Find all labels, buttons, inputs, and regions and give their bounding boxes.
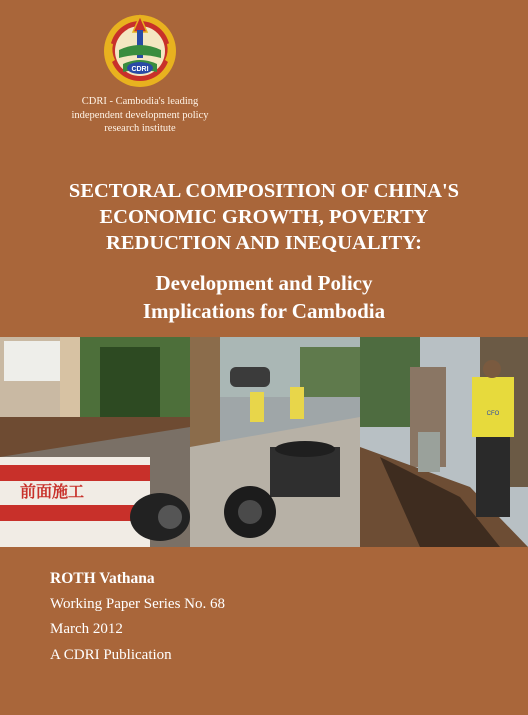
publication-date: March 2012 <box>50 621 123 637</box>
tagline-line: research institute <box>104 123 176 134</box>
publication-info <box>50 566 225 668</box>
vest-text: CFO <box>486 411 500 417</box>
title-line: ECONOMIC GROWTH, POVERTY <box>99 206 429 228</box>
series-number: Working Paper Series No. 68 <box>50 595 226 612</box>
publisher: A CDRI Publication <box>50 646 172 663</box>
construction-photo-band <box>0 337 528 547</box>
author-name: ROTH Vathana <box>50 570 155 587</box>
institute-tagline <box>54 95 226 136</box>
title-line: REDUCTION AND INEQUALITY: <box>106 232 422 254</box>
sign-text: 前面施工 <box>20 482 85 501</box>
title-line: SECTORAL COMPOSITION OF CHINA'S <box>68 180 460 202</box>
trench-workers-photo <box>360 337 528 547</box>
road-workers-photo <box>190 337 360 547</box>
cdri-logo-icon <box>101 12 179 90</box>
tagline-line: independent development policy <box>71 109 209 121</box>
logo-inscription: CDRI <box>131 66 149 73</box>
report-subtitle <box>0 269 528 325</box>
street-construction-photo <box>0 337 190 547</box>
subtitle-line: Development and Policy <box>155 271 373 295</box>
report-title <box>0 178 528 256</box>
tagline-line: CDRI - Cambodia's leading <box>81 96 199 107</box>
subtitle-line: Implications for Cambodia <box>142 299 386 323</box>
